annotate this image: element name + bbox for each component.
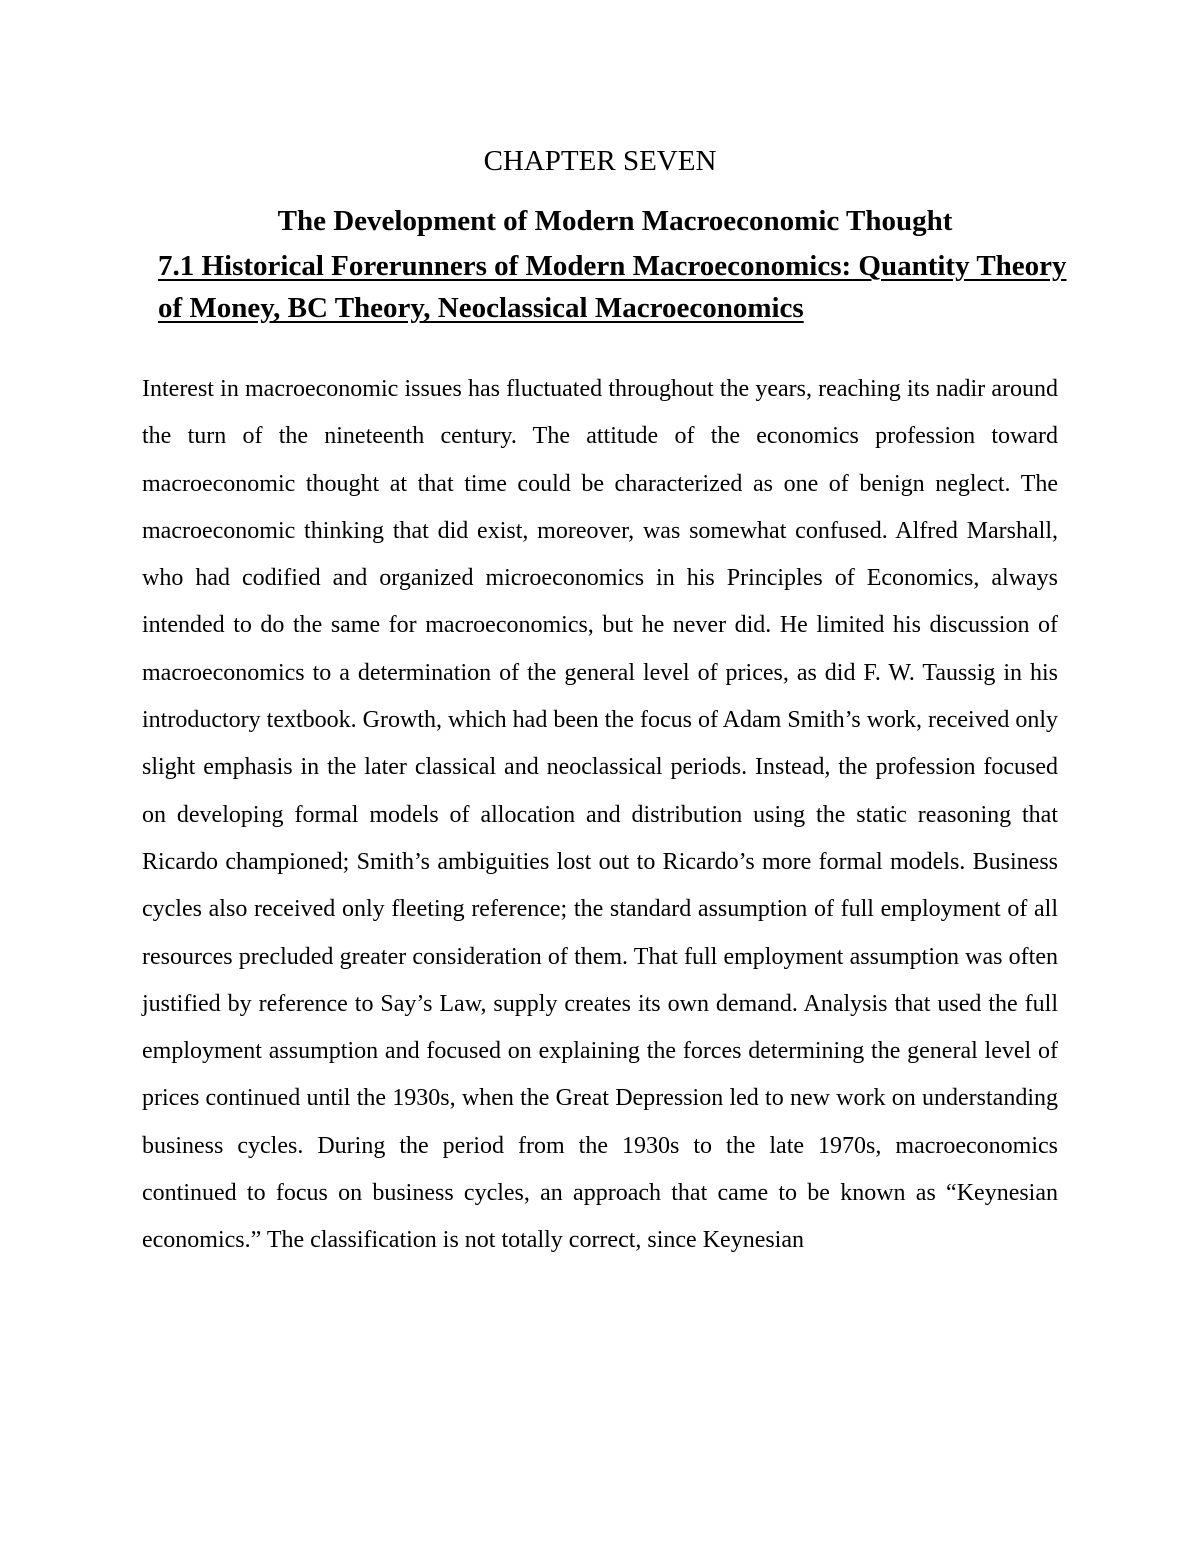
section-heading: 7.1 Historical Forerunners of Modern Macroeconomics: Quantity Theory of Money, BC Theory, Neoclassical Macroeconomics [158,250,1067,324]
chapter-label: CHAPTER SEVEN [483,145,717,177]
body-paragraph: Interest in macroeconomic issues has fluctuated throughout the years, reaching its nadir around the turn of the nineteenth century. The attitude of the economics profession toward macroeconomic thought at that time could be characterized as one of benign neglect. The macroeconomic thinking that did exist, moreover, was somewhat confused. Alfred Marshall, who had codified and organized microeconomics in his Principles of Economics, always intended to do the same for macroeconomics, but he never did. He limited his discussion of macroeconomics to a determination of the general level of prices, as did F. W. Taussig in his introductory textbook. Growth, which had been the focus of Adam Smith’s work, received only slight emphasis in the later classical and neoclassical periods. Instead, the profession focused on developing formal models of allocation and distribution using the static reasoning that Ricardo championed; Smith’s ambiguities lost out to Ricardo’s more formal models. Business cycles also received only fleeting reference; the standard assumption of full employment of all resources precluded greater consideration of them. That full employment assumption was often justified by reference to Say’s Law, supply creates its own demand. Analysis that used the full employment assumption and focused on explaining the forces determining the general level of prices continued until the 1930s, when the Great Depression led to new work on understanding business cycles. During the period from the 1930s to the late 1970s, macroeconomics continued to focus on business cycles, an approach that came to be known as “Keynesian economics.” The classification is not totally correct, since Keynesian [142,376,1058,1254]
chapter-title: The Development of Modern Macroeconomic Thought [277,205,953,237]
